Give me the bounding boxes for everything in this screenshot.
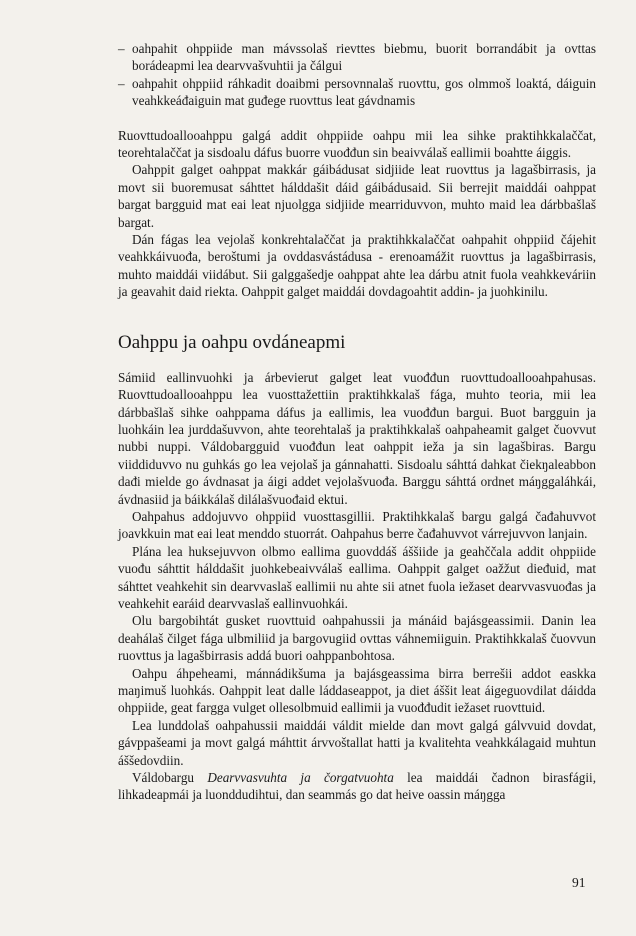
paragraph-text: lea maiddái čadnon birasfágii, lihkadeapmái ja luonddudihtui, dan seammás go dat heive oassin máŋgga xyxy=(118,770,596,803)
bullet-text: oahpahit ohppiide man mávssolaš rievttes biebmu, buorit borrandábit ja ovttas borádeapmi lea dearvvašvuhtii ja čálgui xyxy=(132,41,596,74)
italic-title: Dearvvasvuhta ja čorgatvuohta xyxy=(207,770,394,786)
paragraph: Plána lea huksejuvvon olbmo eallima guovddáš áššiide ja geahččala addit ohppiide vuođu sáhttit hálddašit juohkebeaivválaš eallima. Oahppit galget oažžut dieđuid, mat sáhttet veahkehit sin dearvvaslaš eallimii nu ahte sii atnet fuola iežaset dearvvasvuođas ja veahkehit earáid dearvvaslaš eallinvuohkái. xyxy=(118,543,596,611)
bullet-text: oahpahit ohppiid ráhkadit doaibmi persovnnalaš ruovttu, gos olmmoš loaktá, dáiguin veahkkeáđaiguin mat guđege ruovttus leat gávdnamis xyxy=(132,75,596,109)
paragraph: Ruovttudoallooahppu galgá addit ohppiide oahpu mii lea sihke praktihkkalaččat, teorehtalaččat ja sisdoalu dáfus buorre vuođđun sin beaivválaš eallimii boahtte áiggis. xyxy=(118,127,596,161)
bullet-list xyxy=(118,40,596,110)
paragraph xyxy=(118,769,596,804)
paragraph-text: Váldobargu xyxy=(132,770,208,786)
list-item xyxy=(118,75,596,110)
page-number: 91 xyxy=(572,875,586,890)
paragraph: Oahppit galget oahppat makkár gáibádusat sidjiide leat ruovttus ja lagašbirrasis, ja movt sii buoremusat sáhttet hálddašit dáid gáibádusaid. Sii berrejit maiddái oahppat bargat bargguid mat eai leat njuolgga sidjiide mearriduvvon, muhto maid lea dárbbašlaš bargat. xyxy=(118,162,596,230)
section-heading: Oahppu ja oahpu ovdáneapmi xyxy=(118,331,346,353)
paragraph: Oahpahus addojuvvo ohppiid vuosttasgillii. Praktihkkalaš bargu galgá čađahuvvot joavkkuin mat eai leat menddo stuorrát. Oahpahus berre čađahuvvot várrejuvvon lanjain. xyxy=(118,508,596,542)
paragraph: Sámiid eallinvuohki ja árbevierut galget leat vuođđun ruovttudoallooahpahusas. Ruovttudoallooahppu lea vuosttažettiin praktihkkalaš fága, muhto teoria, mii lea dárbbašlaš sihke oahppama dáfus ja eallimis, lea vuođđun bargui. Buot bargguin ja luohkáin lea jurddašuvvon, ahte teorehtalaš ja praktihkkalaš oahpaheamit galget čuovvut nubbi nuppi. Váldobargguid vuođđun leat oahppit ieža ja sin lagašbiras. Bargu viiddiduvvo nu guhkás go lea vejolaš ja gánnahatti. Sisdoalu sáhttá dahkat čiekŋaleabbon dađi mielde go ávdnasat ja áigi addet vejolašvuođa. Barggu sáhttá ordnet máŋggaláhkái, ávdnasiid ja báikkálaš dilálašvuođaid ektui. xyxy=(118,369,596,507)
paragraph: Dán fágas lea vejolaš konkrehtalaččat ja praktihkkalaččat oahpahit ohppiid čájehit veahkkáivuođa, beroštumi ja ovddasvástádusa - erenoamážit ruovttus ja lagašbirrasis, muhto maiddái viidábut. Sii galggašedje oahppat ahte lea dárbu atnit fuola veahkkeváriin ja geavahit daid riekta. Oahppit galget maiddái dovdagoahtit addin- ja juohkinilu. xyxy=(118,232,596,300)
paragraph: Lea lunddolaš oahpahussii maiddái váldit mielde dan movt galgá gálvvuid dovdat, gávppašeami ja movt galgá máhttit árvvoštallat hatti ja kvalitehta veahkkálagaid muhtun áššedovdiin. xyxy=(118,717,596,768)
paragraph: Olu bargobihtát gusket ruovttuid oahpahussii ja mánáid bajásgeassimii. Danin lea deahálaš čilget fága ulbmiliid ja bargovugiid ovttas váhnemiiguin. Praktihkkalaš čuovvun ruovttus ja lagašbirrasis addá buori oahppanbohtosa. xyxy=(118,613,596,664)
dash-marker: – xyxy=(118,41,125,56)
list-item xyxy=(118,40,596,75)
page-body xyxy=(118,40,596,804)
dash-marker: – xyxy=(118,75,125,91)
paragraph: Oahpu áhpeheami, mánnádikšuma ja bajásgeassima birra berrešii addot easkka maŋimuš luohkás. Oahppit leat dalle láddaseappot, ja diet áššit leat áigeguovdilat dáidda ohppiide, geat fargga vulget ollesolbmuid eallimii ja vuođđudit iežaset ruovttuid. xyxy=(118,665,596,716)
